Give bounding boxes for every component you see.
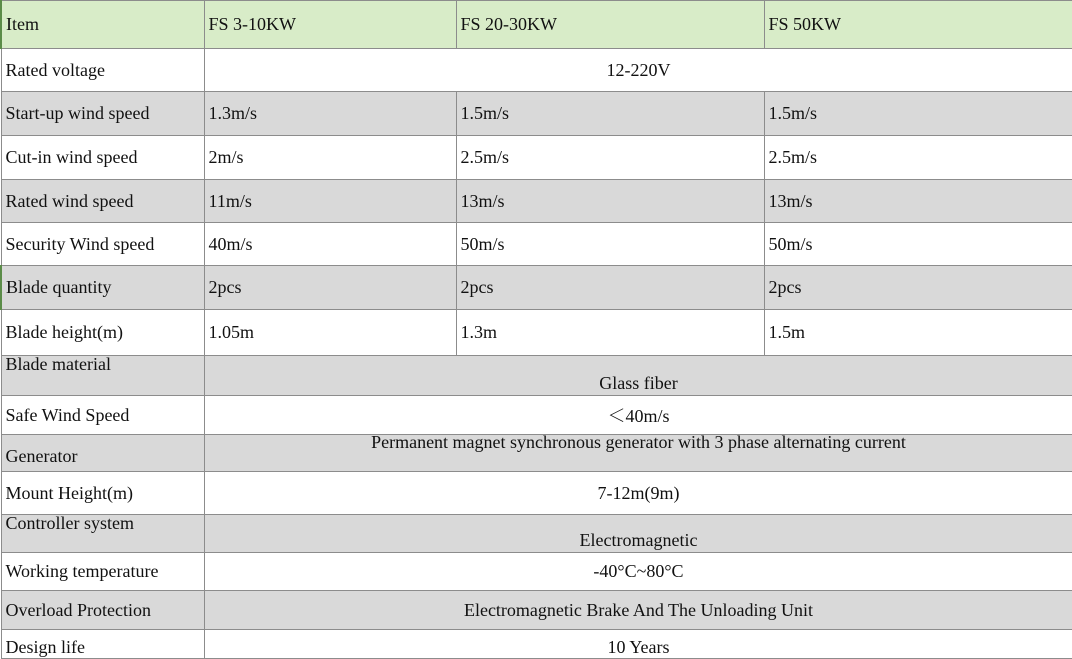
table-row <box>1 472 1072 515</box>
cell-model-3: 50m/s <box>764 223 1072 266</box>
table-row <box>1 515 1072 553</box>
row-label: Controller system <box>1 515 204 553</box>
table-row <box>1 266 1072 310</box>
table-row <box>1 92 1072 136</box>
table-row <box>1 396 1072 435</box>
row-label: Working temperature <box>1 553 204 591</box>
row-merged-value: Glass fiber <box>204 356 1072 396</box>
header-row <box>1 1 1072 49</box>
row-merged-value: 12-220V <box>204 49 1072 92</box>
cell-model-1: 1.05m <box>204 310 456 356</box>
row-merged-value: ＜40m/s <box>204 396 1072 435</box>
row-label: Design life <box>1 630 204 659</box>
cell-model-1: 2pcs <box>204 266 456 310</box>
row-label: Security Wind speed <box>1 223 204 266</box>
row-label: Blade material <box>1 356 204 396</box>
row-label: Start-up wind speed <box>1 92 204 136</box>
cell-model-3: 1.5m/s <box>764 92 1072 136</box>
row-label: Rated wind speed <box>1 180 204 223</box>
table-row <box>1 591 1072 630</box>
cell-model-1: 11m/s <box>204 180 456 223</box>
cell-model-2: 1.5m/s <box>456 92 764 136</box>
row-merged-value: 10 Years <box>204 630 1072 659</box>
cell-model-1: 2m/s <box>204 136 456 180</box>
cell-model-3: 2pcs <box>764 266 1072 310</box>
header-model-1: FS 3-10KW <box>204 1 456 49</box>
row-merged-value: Permanent magnet synchronous generator with 3 phase alternating current <box>204 435 1072 472</box>
table-row <box>1 223 1072 266</box>
row-label: Mount Height(m) <box>1 472 204 515</box>
row-merged-value: -40°C~80°C <box>204 553 1072 591</box>
row-label: Rated voltage <box>1 49 204 92</box>
row-label: Blade height(m) <box>1 310 204 356</box>
cell-model-3: 1.5m <box>764 310 1072 356</box>
cell-model-2: 50m/s <box>456 223 764 266</box>
table-row <box>1 310 1072 356</box>
table-row <box>1 136 1072 180</box>
cell-model-2: 1.3m <box>456 310 764 356</box>
table-row <box>1 630 1072 659</box>
table-row <box>1 356 1072 396</box>
table-row <box>1 49 1072 92</box>
row-label: Cut-in wind speed <box>1 136 204 180</box>
row-label: Safe Wind Speed <box>1 396 204 435</box>
header-item: Item <box>1 1 204 49</box>
row-merged-value: Electromagnetic <box>204 515 1072 553</box>
row-label: Generator <box>1 435 204 472</box>
cell-model-2: 2.5m/s <box>456 136 764 180</box>
cell-model-2: 13m/s <box>456 180 764 223</box>
cell-model-1: 40m/s <box>204 223 456 266</box>
row-merged-value: Electromagnetic Brake And The Unloading Unit <box>204 591 1072 630</box>
row-label: Overload Protection <box>1 591 204 630</box>
cell-model-3: 13m/s <box>764 180 1072 223</box>
header-model-3: FS 50KW <box>764 1 1072 49</box>
header-model-2: FS 20-30KW <box>456 1 764 49</box>
row-merged-value: 7-12m(9m) <box>204 472 1072 515</box>
table-row <box>1 435 1072 472</box>
row-label: Blade quantity <box>1 266 204 310</box>
table-row <box>1 180 1072 223</box>
table-row <box>1 553 1072 591</box>
cell-model-1: 1.3m/s <box>204 92 456 136</box>
cell-model-2: 2pcs <box>456 266 764 310</box>
cell-model-3: 2.5m/s <box>764 136 1072 180</box>
